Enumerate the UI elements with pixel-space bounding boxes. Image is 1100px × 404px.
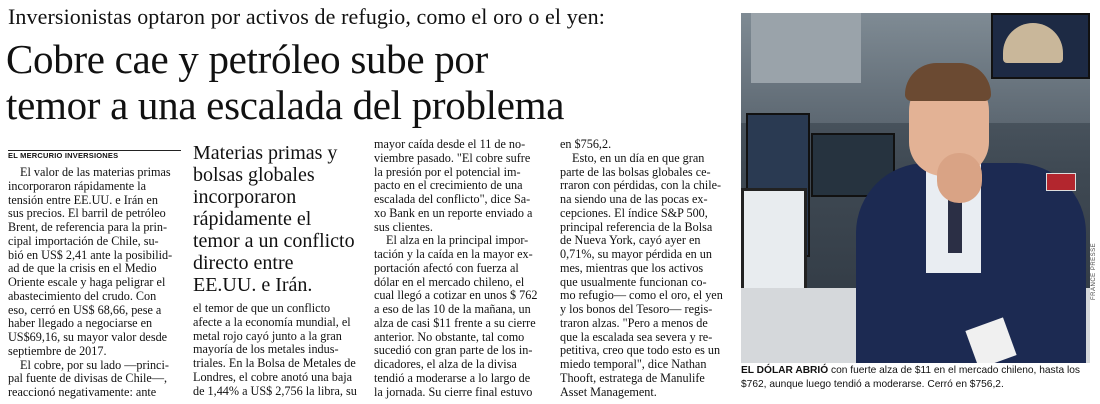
body-line: cepciones. El índice S&P 500, xyxy=(560,205,708,220)
column-4 xyxy=(560,138,735,399)
body-line: alza de casi $11 frente a su cierre xyxy=(374,315,536,330)
deck-line: temor a un conflicto xyxy=(193,230,355,252)
body-line: sus precios. El barril de petróleo xyxy=(8,206,166,221)
deck-line: rápidamente el xyxy=(193,208,312,230)
body-line: dicadores, el alza de la divisa xyxy=(374,357,517,371)
photo-credit: FRANCE PRESSE xyxy=(1091,242,1097,300)
body-line: de Nueva York, cayó ayer en xyxy=(560,233,701,248)
body-line: parte de las bolsas globales ce- xyxy=(560,164,711,179)
body-line: de 1,44% a US$ 2,756 la libra, su xyxy=(193,383,357,398)
body-line: abastecimiento del crudo. Con xyxy=(8,288,157,303)
body-line: a eso de las 10 de la mañana, un xyxy=(374,302,531,316)
body-line: traron alzas. "Pero a menos de xyxy=(560,315,708,330)
photo-caption xyxy=(741,364,1091,392)
body-line: bió en US$ 2,41 ante la posibilid- xyxy=(8,247,173,262)
body-line: tendió a moderarse a lo largo de xyxy=(374,370,531,385)
body-line: afecte a la economía mundial, el xyxy=(193,314,351,329)
headline-line-2: temor a una escalada del problema xyxy=(6,82,565,128)
photo-hand xyxy=(937,153,982,203)
body-line: principal referencia de la Bolsa xyxy=(560,219,713,234)
kicker: Inversionistas optaron por activos de refugio, como el oro o el yen: xyxy=(8,4,605,29)
body-line: Londres, el cobre anotó una baja xyxy=(193,369,353,384)
body-line: que la escalada sea severa y re- xyxy=(560,329,713,344)
body-line: en $756,2. xyxy=(560,137,612,151)
body-line: na siendo una de las pocas ex- xyxy=(560,192,708,206)
body-line: tación y la caída en la mayor ex- xyxy=(374,247,533,261)
section-label: EL MERCURIO INVERSIONES xyxy=(8,151,119,160)
body-line: xo Bank en un reporte enviado a xyxy=(374,205,533,220)
body-line: miedo temporal", dice Nathan xyxy=(560,357,707,371)
body-line: cipal importación de Chile, su- xyxy=(8,233,159,248)
photo-hair xyxy=(905,63,991,101)
body-line: sucedió con gran parte de los in- xyxy=(374,343,533,358)
caption-lead: EL DÓLAR ABRIÓ xyxy=(741,365,829,376)
caption-text: con fuerte alza de $11 en el mercado chileno, hasta los $762, aunque luego tendió a moderarse. Cerró en $756,2. xyxy=(741,365,1080,390)
trader-photo xyxy=(741,13,1090,363)
body-line: y los bonos del Tesoro— regis- xyxy=(560,302,713,316)
body-line: triales. En la Bolsa de Metales de xyxy=(193,356,356,370)
body-line: mayor caída desde el 11 de no- xyxy=(374,137,526,151)
body-line: Thooft, estratega de Manulife xyxy=(560,370,705,385)
body-line: Esto, en un día en que gran xyxy=(572,150,705,165)
body-line: El cobre, por su lado —princi- xyxy=(20,357,169,372)
body-line: Oriente escale y haga peligrar el xyxy=(8,275,166,289)
column-2 xyxy=(193,302,363,398)
deck-line: Materias primas y xyxy=(193,142,338,164)
body-line: la jornada. Su cierre final estuvo xyxy=(374,384,533,399)
deck xyxy=(193,142,363,296)
body-line: anterior. No obstante, tal como xyxy=(374,329,525,344)
body-line: incorporaron rápidamente la xyxy=(8,178,147,193)
body-line: septiembre de 2017. xyxy=(8,343,107,358)
body-line: haber llegado a negociarse en xyxy=(8,316,153,331)
body-line: tensión entre EE.UU. e Irán en xyxy=(8,192,158,207)
body-line: dólar en el mercado chileno, el xyxy=(374,274,525,289)
body-line: 0,71%, su mayor pérdida en un xyxy=(560,247,712,261)
body-line: ad de que la crisis en el Medio xyxy=(8,261,157,276)
body-line: pacto en el crecimiento de una xyxy=(374,178,523,193)
body-line: la presión por el potencial im- xyxy=(374,164,521,179)
body-line: metal rojo cayó junto a la gran xyxy=(193,328,342,343)
column-1 xyxy=(8,166,182,400)
headline-line-1: Cobre cae y petróleo sube por xyxy=(6,36,488,82)
body-line: reaccionó negativamente: ante xyxy=(8,385,157,399)
body-line: Brent, de referencia para la prin- xyxy=(8,220,168,234)
body-line: portación afectó con fuerza al xyxy=(374,260,519,275)
body-line: escalada del conflicto", dice Sa- xyxy=(374,192,531,206)
column-3 xyxy=(374,138,554,399)
body-line: pal fuente de divisas de Chile—, xyxy=(8,371,168,386)
body-line: petitiva, creo que todo esto es un xyxy=(560,343,721,358)
body-line: El alza en la principal impor- xyxy=(386,233,529,248)
body-line: mayoría de los metales indus- xyxy=(193,342,339,357)
photo-flag-patch xyxy=(1046,173,1076,191)
deck-line: bolsas globales xyxy=(193,164,315,186)
body-line: mes, mientras que los activos xyxy=(560,260,704,275)
body-line: que usualmente funcionan co- xyxy=(560,274,707,289)
body-line: US$69,16, su mayor valor desde xyxy=(8,330,168,344)
deck-line: directo entre xyxy=(193,252,294,274)
body-line: Asset Management. xyxy=(560,384,657,399)
body-line: eso, cerró en US$ 68,66, pese a xyxy=(8,302,162,317)
body-line: el temor de que un conflicto xyxy=(193,301,331,315)
body-line: El valor de las materias primas xyxy=(20,165,171,179)
body-line: sus clientes. xyxy=(374,219,433,234)
body-line: rraron con pérdidas, con la chile- xyxy=(560,178,722,193)
deck-line: incorporaron xyxy=(193,186,297,208)
body-line: mo refugio— como el oro, el yen xyxy=(560,288,723,303)
body-line: viembre pasado. "El cobre sufre xyxy=(374,150,531,165)
body-line: cual llegó a cotizar en unos $ 762 xyxy=(374,288,538,303)
deck-line: EE.UU. e Irán. xyxy=(193,274,313,296)
photo-white-monitor xyxy=(741,188,807,304)
photo-wall-panel xyxy=(751,13,861,83)
